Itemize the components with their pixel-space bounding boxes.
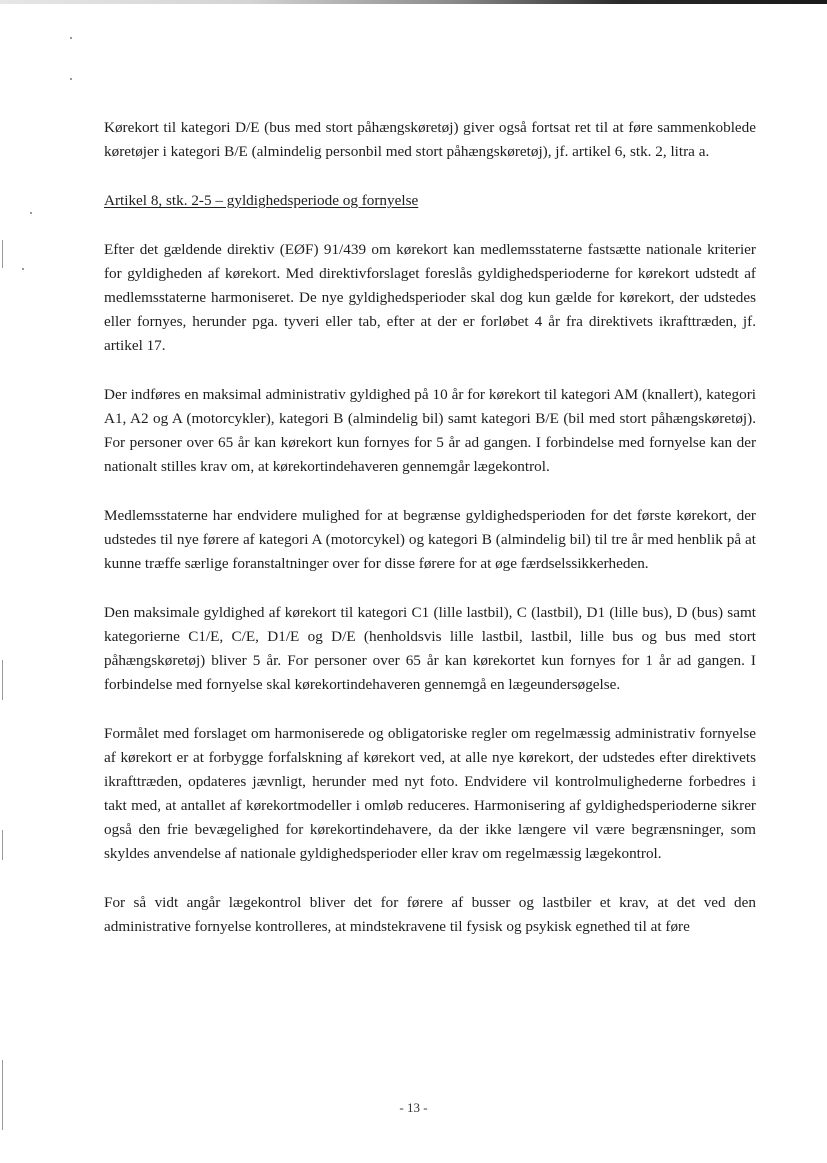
scan-edge-line (2, 240, 3, 268)
paragraph: Efter det gældende direktiv (EØF) 91/439 om kørekort kan medlemsstaterne fastsætte nationale kriterier for gyldigheden af kørekort. Med direktivforslaget foreslås gyldighedsperioderne for kørekort udstedt af medlemsstaterne harmoniseret. De nye gyldighedsperioder skal dog kun gælde for kørekort, der udstedes eller fornyes, herunder pga. tyveri eller tab, efter at der er forløbet 4 år fra direktivets ikrafttræden, jf. artikel 17. (104, 241, 756, 354)
paragraph: Der indføres en maksimal administrativ gyldighed på 10 år for kørekort til kategori AM (knallert), kategori A1, A2 og A (motorcykler), kategori B (almindelig bil) samt kategori B/E (bil med stort påhængskøretøj). For personer over 65 år kan kørekort kun fornyes for 5 år ad gangen. I forbindelse med fornyelse kan der nationalt stilles krav om, at kørekortindehaveren gennemgår lægekontrol. (104, 386, 756, 475)
page-number: - 13 - (399, 1100, 428, 1115)
paragraph: Formålet med forslaget om harmoniserede og obligatoriske regler om regelmæssig administrativ fornyelse af kørekort er at forbygge forfalskning af kørekort ved, at alle nye kørekort, der udstedes efter direktivets ikrafttræden, opdateres jævnligt, herunder med nyt foto. Endvidere vil kontrolmulighederne forbedres i takt med, at antallet af kørekortmodeller i omløb reduceres. Harmonisering af gyldighedsperioderne sikrer også den frie bevægelighed for kørekortindehavere, da der ikke længere vil være begrænsninger, som skyldes anvendelse af nationale gyldighedsperioder eller krav om regelmæssig lægekontrol. (104, 725, 756, 862)
paragraph: Medlemsstaterne har endvidere mulighed for at begrænse gyldighedsperioden for det første kørekort, der udstedes til nye førere af kategori A (motorcykel) og kategori B (almindelig bil) til tre år med henblik på at kunne træffe særlige foranstaltninger over for disse førere for at øge færdselssikkerheden. (104, 507, 756, 572)
scan-speck (22, 268, 24, 270)
scan-edge-artifact (0, 0, 827, 4)
paragraph: For så vidt angår lægekontrol bliver det for førere af busser og lastbiler et krav, at det ved den administrative fornyelse kontrolleres, at mindstekravene til fysisk og psykisk egnethed til at føre (104, 894, 756, 935)
document-body (104, 116, 756, 964)
scan-speck (30, 212, 32, 214)
scan-edge-line (2, 830, 3, 860)
section-heading: Artikel 8, stk. 2-5 – gyldighedsperiode og fornyelse (104, 192, 419, 209)
paragraph: Den maksimale gyldighed af kørekort til kategori C1 (lille lastbil), C (lastbil), D1 (lille bus), D (bus) samt kategorierne C1/E, C/E, D1/E og D/E (henholdsvis lille lastbil, lastbil, lille bus og bus med stort påhængskøretøj) bliver 5 år. For personer over 65 år kan kørekortet kun fornyes for 1 år ad gangen. I forbindelse med fornyelse skal kørekortindehaveren gennemgå en lægeundersøgelse. (104, 604, 756, 693)
scan-edge-line (2, 660, 3, 700)
scan-speck (70, 37, 72, 39)
scan-edge-line (2, 1060, 3, 1130)
scan-speck (70, 78, 72, 80)
paragraph: Kørekort til kategori D/E (bus med stort påhængskøretøj) giver også fortsat ret til at føre sammenkoblede køretøjer i kategori B/E (almindelig personbil med stort påhængskøretøj), jf. artikel 6, stk. 2, litra a. (104, 119, 756, 160)
